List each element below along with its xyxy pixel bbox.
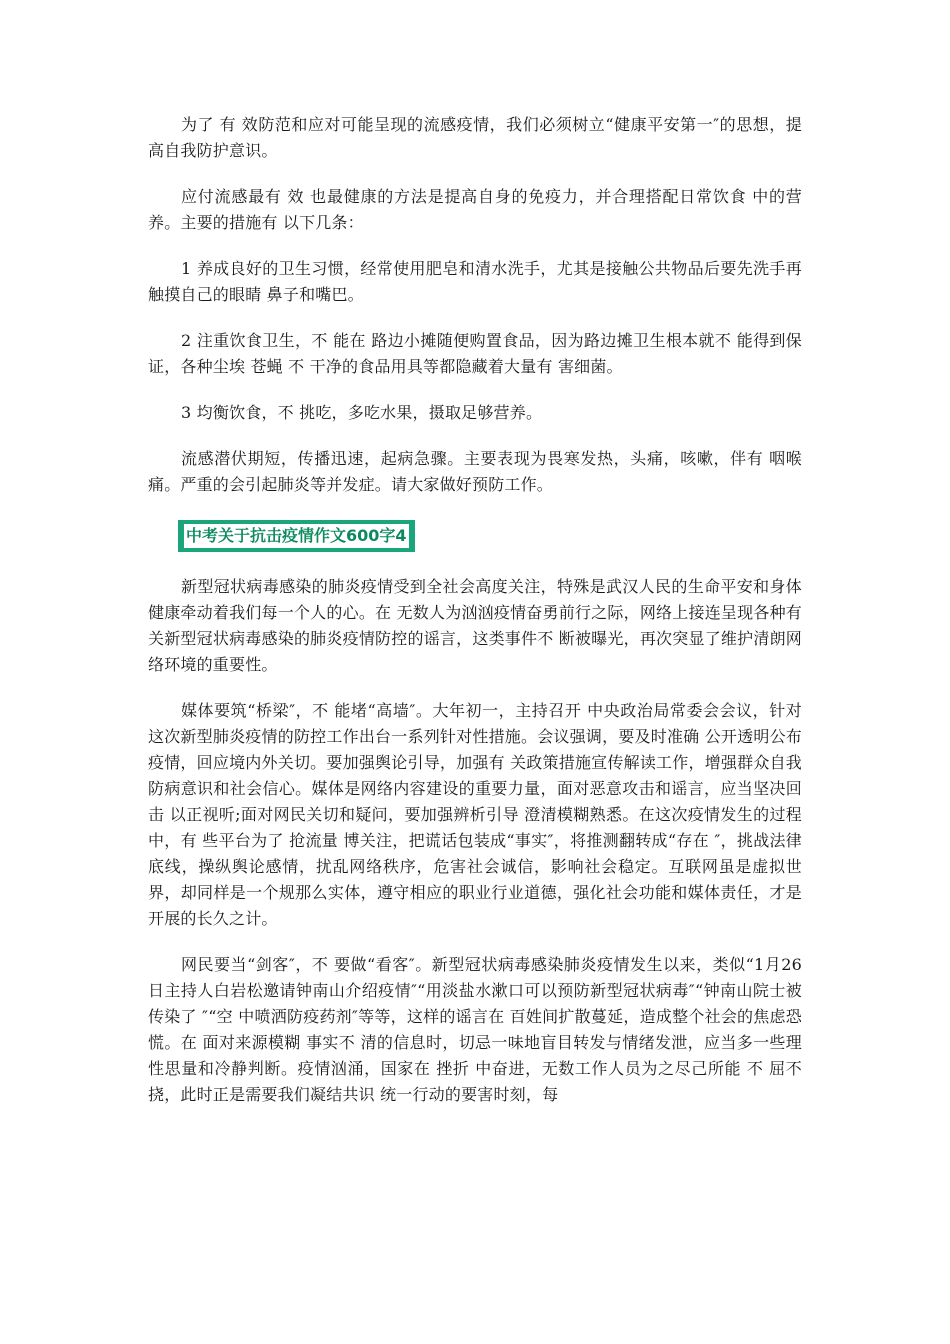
section-heading-box <box>178 520 415 552</box>
section-heading: 中考关于抗击疫情作文600字4 <box>184 524 409 548</box>
paragraph-netizen: 网民要当“剑客″，不 要做“看客″。新型冠状病毒感染肺炎疫情发生以来，类似“1月26日主持人白岩松邀请钟南山介绍疫情″“用淡盐水漱口可以预防新型冠状病毒″“钟南山院士被传染了 ″“空 中喷洒防疫药剂″等等，这样的谣言在 百姓间扩散蔓延，造成整个社会的焦虑恐慌。在 面对来源模糊 事实不 清的信息时，切忌一味地盲目转发与情绪发泄，应当多一些理性思量和冷静判断。疫情汹涌，国家在 挫折 中奋进，无数工作人员为之尽己所能 不 屈不 挠，此时正是需要我们凝结共识 统一行动的要害时刻，每 <box>148 955 802 1104</box>
paragraph-measure-3: 3 均衡饮食，不 挑吃，多吃水果，摄取足够营养。 <box>181 403 543 422</box>
paragraph-media-bridge: 媒体要筑“桥梁″，不 能堵“高墙″。大年初一，主持召开 中央政治局常委会会议，针对这次新型肺炎疫情的防控工作出台一系列针对性措施。会议强调，要及时准确 公开透明公布疫情，回应境内外关切。要加强舆论引导，加强有 关政策措施宣传解读工作，增强群众自我防病意识和社会信心。媒体是网络内容建设的重要力量，面对恶意攻击和谣言，应当坚决回击 以正视听;面对网民关切和疑问，要加强辨析引导 澄清模糊熟悉。在这次疫情发生的过程 中，有 些平台为了 抢流量 博关注，把谎话包装成“事实″，将推测翻转成“存在 ″，挑战法律底线，操纵舆论感情，扰乱网络秩序，危害社会诚信，影响社会稳定。互联网虽是虚拟世界，却同样是一个规那么实体，遵守相应的职业行业道德，强化社会功能和媒体责任，才是开展的长久之计。 <box>148 701 802 928</box>
paragraph-epidemic-rumors: 新型冠状病毒感染的肺炎疫情受到全社会高度关注，特殊是武汉人民的生命平安和身体健康牵动着我们每一个人的心。在 无数人为汹汹疫情奋勇前行之际，网络上接连呈现各种有 关新型冠状病毒感染的肺炎疫情防控的谣言，这类事件不 断被曝光，再次突显了维护清朗网络环境的重要性。 <box>148 577 802 674</box>
paragraph-flu-prevention-intro: 为了 有 效防范和应对可能呈现的流感疫情，我们必须树立“健康平安第一″的思想，提高自我防护意识。 <box>148 115 802 160</box>
section-heading-wrap <box>148 520 802 552</box>
paragraph-measure-2: 2 注重饮食卫生，不 能在 路边小摊随便购置食品，因为路边摊卫生根本就不 能得到保证，各种尘埃 苍蝇 不 干净的食品用具等都隐藏着大量有 害细菌。 <box>148 331 802 376</box>
paragraph-measure-1: 1 养成良好的卫生习惯，经常使用肥皂和清水洗手，尤其是接触公共物品后要先洗手再触摸自己的眼睛 鼻子和嘴巴。 <box>148 259 802 304</box>
paragraph-immunity: 应付流感最有 效 也最健康的方法是提高自身的免疫力，并合理搭配日常饮食 中的营养。主要的措施有 以下几条： <box>148 187 802 232</box>
paragraph-flu-symptoms: 流感潜伏期短，传播迅速，起病急骤。主要表现为畏寒发热，头痛，咳嗽，伴有 咽喉痛。严重的会引起肺炎等并发症。请大家做好预防工作。 <box>148 449 802 494</box>
